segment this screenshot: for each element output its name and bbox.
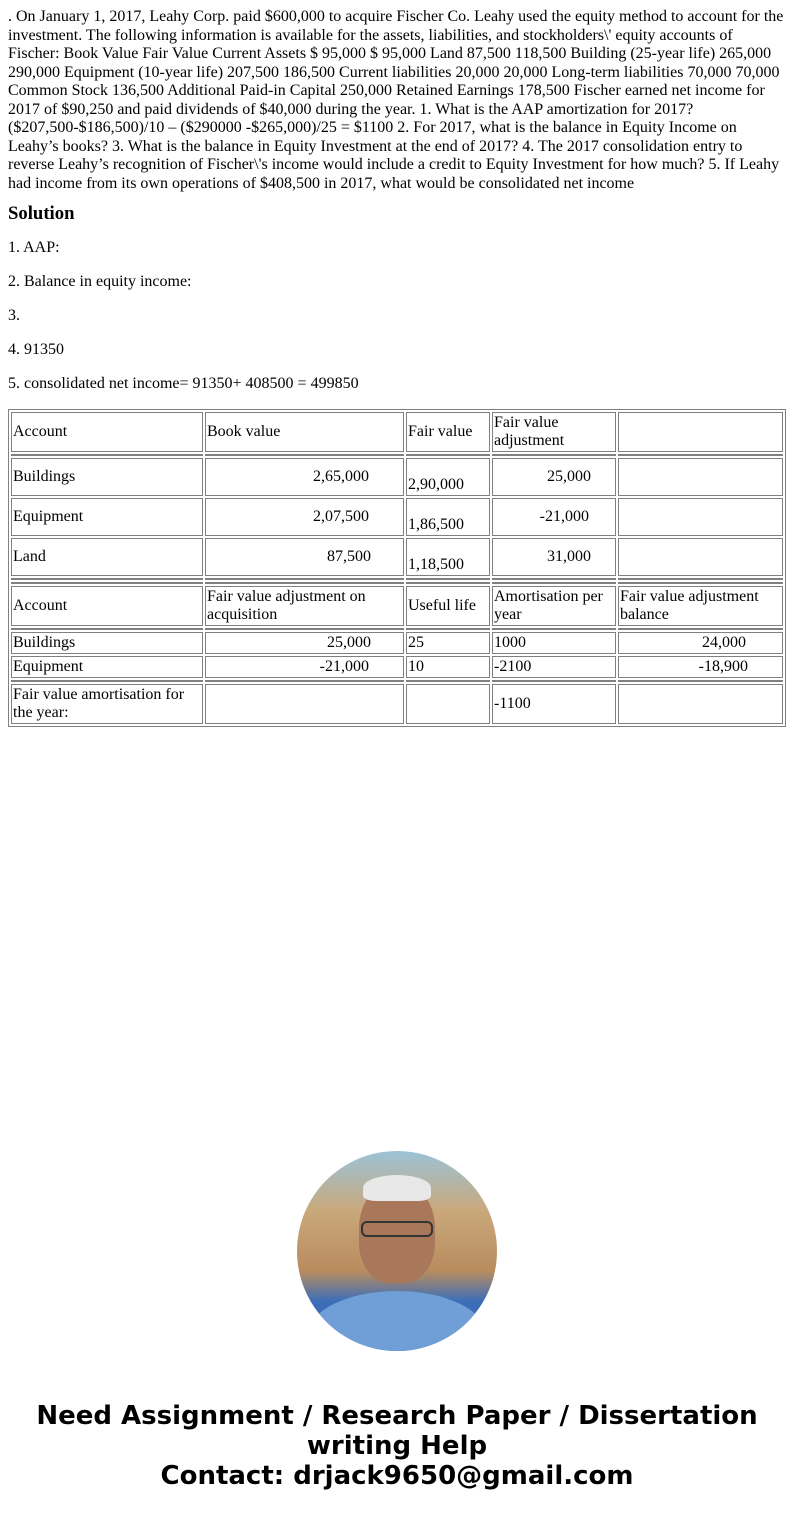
answer-2: 2. Balance in equity income: xyxy=(8,273,192,290)
solution-heading: Solution xyxy=(8,203,75,224)
header-cell: Fair value adjustment xyxy=(492,412,616,452)
cell: 2,90,000 xyxy=(406,458,490,496)
cell: 24,000 xyxy=(618,632,783,654)
cell: Buildings xyxy=(11,458,203,496)
promo-text: Need Assignment / Research Paper / Dissertation writing Help xyxy=(36,1401,758,1461)
fair-value-table xyxy=(8,409,786,727)
header-cell xyxy=(618,412,783,452)
cell: Equipment xyxy=(11,498,203,536)
cell: Buildings xyxy=(11,632,203,654)
cell: -21,000 xyxy=(492,498,616,536)
header-cell: Account xyxy=(11,586,203,626)
table-row xyxy=(11,656,783,678)
cell: 2,07,500 xyxy=(205,498,404,536)
cell: 25,000 xyxy=(492,458,616,496)
header-cell: Fair value xyxy=(406,412,490,452)
cell: 2,65,000 xyxy=(205,458,404,496)
cell: 25 xyxy=(406,632,490,654)
cell xyxy=(406,684,490,724)
answer-1: 1. AAP: xyxy=(8,239,60,256)
answer-3: 3. xyxy=(8,307,20,324)
author-photo xyxy=(297,1151,497,1351)
header-cell: Fair value adjustment balance xyxy=(618,586,783,626)
cell: 1000 xyxy=(492,632,616,654)
answer-4: 4. 91350 xyxy=(8,341,64,358)
cell: Equipment xyxy=(11,656,203,678)
question-text: . On January 1, 2017, Leahy Corp. paid $600,000 to acquire Fischer Co. Leahy used the equity method to account for the investment. The following information is available for the assets, liabilities, and stockholders\' equity accounts of Fischer: Book Value Fair Value Current Assets $ 95,000 $ 95,000 Land 87,500 118,500 Building (25-year life) 265,000 290,000 Equipment (10-year life) 207,500 186,500 Current liabilities 20,000 20,000 Long-term liabilities 70,000 70,000 Common Stock 136,500 Additional Paid-in Capital 250,000 Retained Earnings 178,500 Fischer earned net income for 2017 of $90,250 and paid dividends of $40,000 during the year. 1. What is the AAP amortization for 2017? ($207,500-$186,500)/10 – ($290000 -$265,000)/25 = $1100 2. For 2017, what is the balance in Equity Income on Leahy’s books? 3. What is the balance in Equity Investment at the end of 2017? 4. The 2017 consolidation entry to reverse Leahy’s recognition of Fischer\'s income would include a credit to Equity Investment for how much? 5. If Leahy had income from its own operations of $408,500 in 2017, what would be consolidated net income xyxy=(8,8,784,192)
cell: 10 xyxy=(406,656,490,678)
table-row xyxy=(11,632,783,654)
cell: -1100 xyxy=(492,684,616,724)
cell xyxy=(618,458,783,496)
cell xyxy=(618,538,783,576)
header-cell: Fair value adjustment on acquisition xyxy=(205,586,404,626)
cell: -18,900 xyxy=(618,656,783,678)
header-cell: Account xyxy=(11,412,203,452)
table-total-row xyxy=(11,684,783,724)
cell xyxy=(205,684,404,724)
header-cell: Book value xyxy=(205,412,404,452)
cell: 25,000 xyxy=(205,632,404,654)
promo-footer xyxy=(8,1401,786,1491)
cell: Fair value amortisation for the year: xyxy=(11,684,203,724)
header-cell: Amortisation per year xyxy=(492,586,616,626)
cell: 1,86,500 xyxy=(406,498,490,536)
header-cell: Useful life xyxy=(406,586,490,626)
table-header-row xyxy=(11,586,783,626)
table-row xyxy=(11,458,783,496)
table-row xyxy=(11,538,783,576)
table-header-row xyxy=(11,412,783,452)
table-row xyxy=(11,498,783,536)
answer-5: 5. consolidated net income= 91350+ 408500 = 499850 xyxy=(8,375,359,392)
cell: Land xyxy=(11,538,203,576)
cell: 1,18,500 xyxy=(406,538,490,576)
cell: 87,500 xyxy=(205,538,404,576)
cell xyxy=(618,498,783,536)
cell xyxy=(618,684,783,724)
cell: -2100 xyxy=(492,656,616,678)
cell: -21,000 xyxy=(205,656,404,678)
cell: 31,000 xyxy=(492,538,616,576)
contact-text: Contact: drjack9650@gmail.com xyxy=(160,1461,634,1491)
